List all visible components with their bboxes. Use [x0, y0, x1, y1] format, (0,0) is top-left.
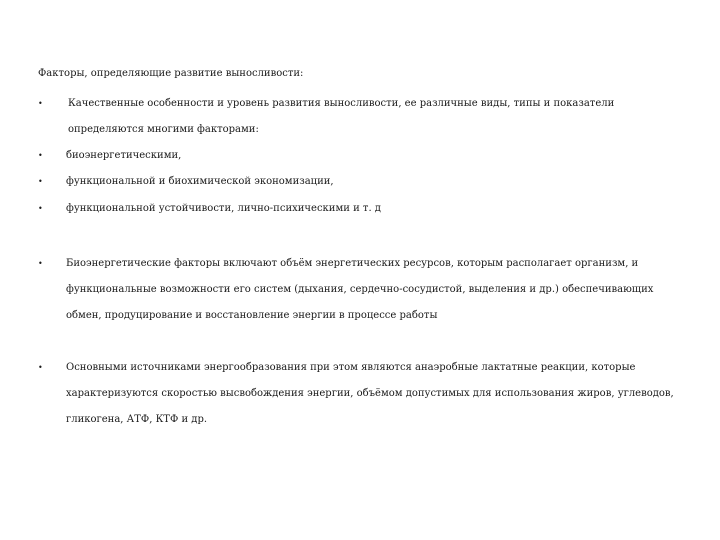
slide-heading: Факторы, определяющие развитие выносливости:: [38, 68, 304, 79]
list-item-text: Биоэнергетические факторы включают объём энергетических ресурсов, которым располагает организм, и функциональные возможности его систем (дыхания, сердечно-сосудистой, выделения и др.) обеспечивающих обмен, продуцирование и восстановление энергии в процессе работы: [66, 258, 654, 321]
list-item-text: функциональной и биохимической экономизации,: [66, 176, 334, 187]
list-item: [38, 97, 678, 143]
list-item: [38, 257, 678, 329]
list-item: [38, 149, 678, 169]
list-item-text: биоэнергетическими,: [66, 150, 182, 161]
list-item: [38, 175, 678, 195]
list-item-text: функциональной устойчивости, лично-психическими и т. д: [66, 203, 381, 214]
bullet-icon: •: [38, 151, 43, 160]
list-item: [38, 202, 678, 222]
bullet-icon: •: [38, 99, 43, 108]
bullet-icon: •: [38, 204, 43, 213]
list-item-text: Основными источниками энергообразования при этом являются анаэробные лактатные реакции, которые характеризуются скоростью высвобождения энергии, объёмом допустимых для использования жиров, углеводов, гликогена, АТФ, КТФ и др.: [66, 362, 674, 425]
list-item: [38, 361, 678, 433]
bullet-icon: •: [38, 259, 43, 268]
bullet-icon: •: [38, 363, 43, 372]
bullet-icon: •: [38, 177, 43, 186]
list-item-text: Качественные особенности и уровень развития выносливости, ее различные виды, типы и показатели определяются многими факторами:: [68, 98, 615, 135]
